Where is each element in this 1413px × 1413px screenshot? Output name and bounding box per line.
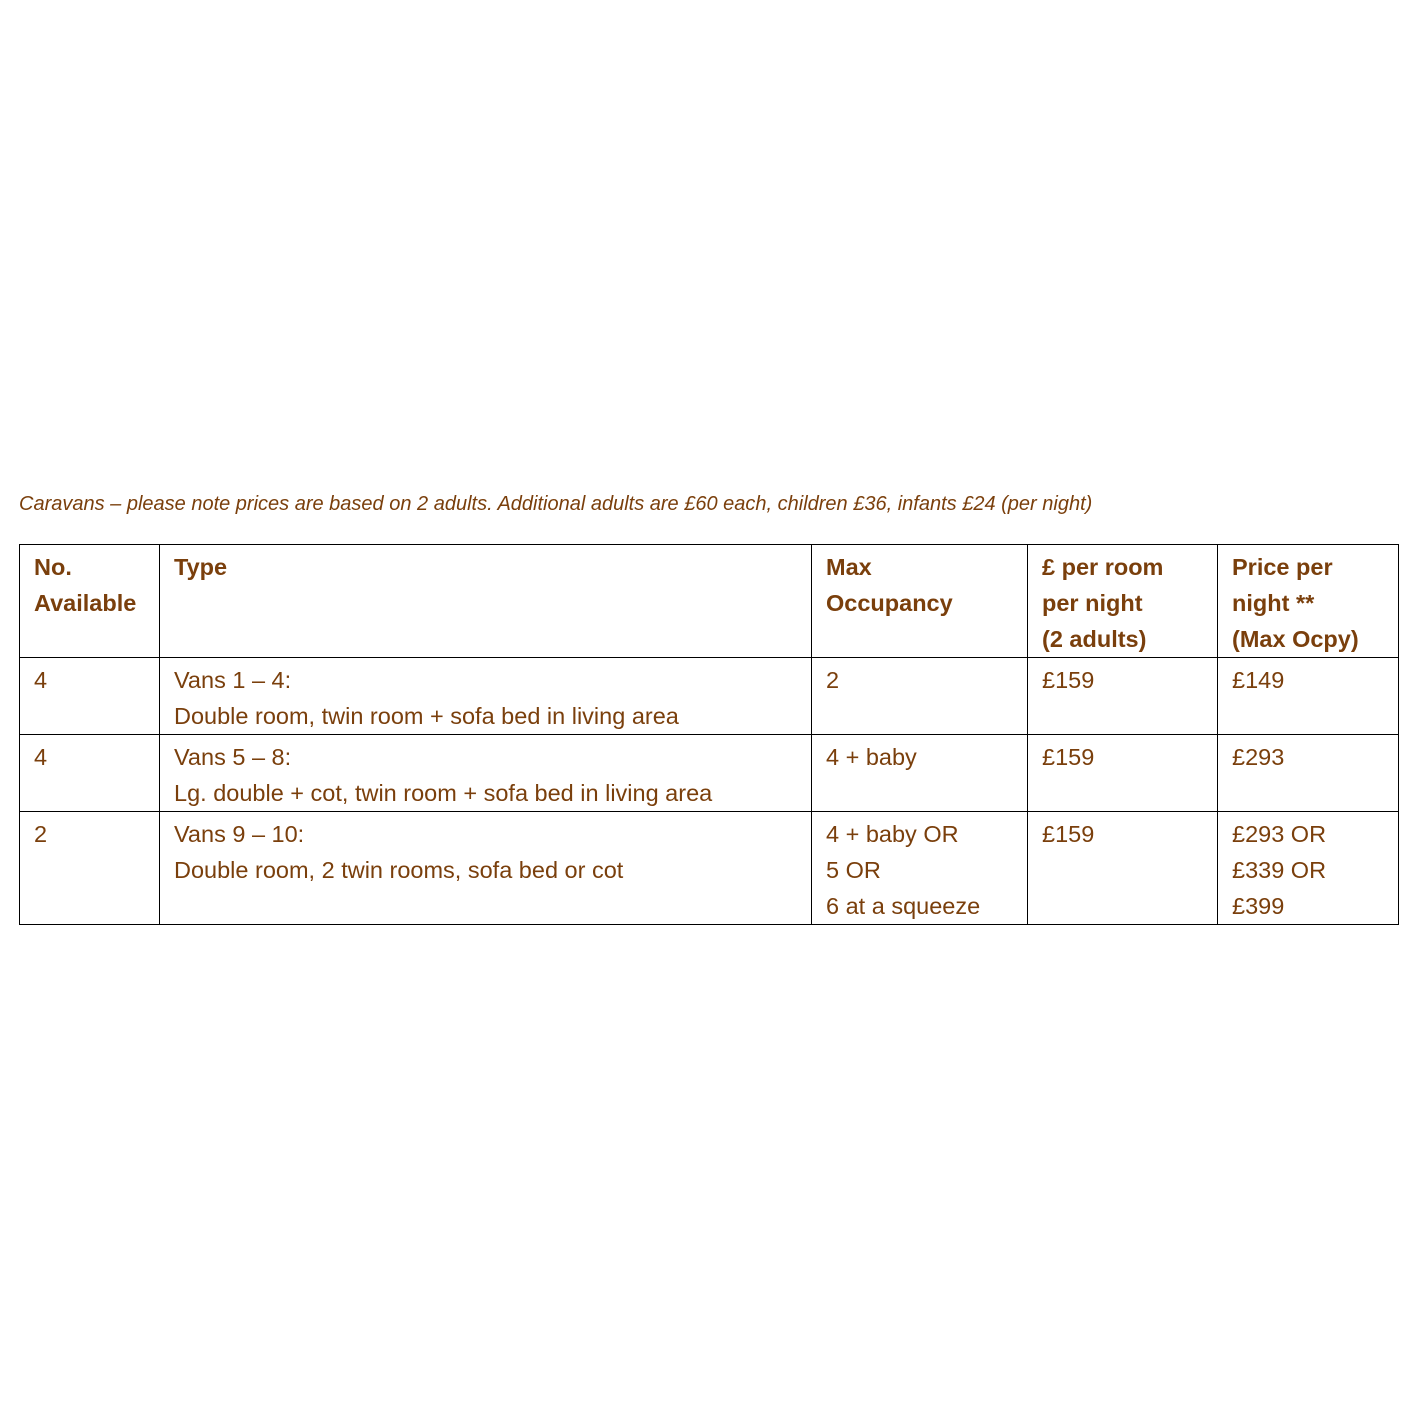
cell-text: Double room, 2 twin rooms, sofa bed or cot <box>174 857 624 883</box>
header-text: (2 adults) <box>1042 626 1147 652</box>
cell-type <box>160 658 812 735</box>
document <box>19 488 1398 925</box>
header-type <box>160 545 812 658</box>
header-text: Price per <box>1232 554 1333 580</box>
cell-text: £399 <box>1232 893 1285 919</box>
header-text: No. <box>34 554 72 580</box>
cell-text: £159 <box>1042 667 1095 693</box>
cell-text: 6 at a squeeze <box>826 893 981 919</box>
table-row <box>20 735 1399 812</box>
header-price-per-room <box>1028 545 1218 658</box>
cell-price-max <box>1218 735 1399 812</box>
cell-text: Vans 1 – 4: <box>174 667 292 693</box>
cell-text: £149 <box>1232 667 1285 693</box>
cell-text: Vans 5 – 8: <box>174 744 292 770</box>
cell-text: 4 <box>34 667 48 693</box>
cell-text: 2 <box>34 821 48 847</box>
cell-text: £293 OR <box>1232 821 1327 847</box>
cell-text: Double room, twin room + sofa bed in living area <box>174 703 679 729</box>
table-row <box>20 658 1399 735</box>
header-text: Type <box>174 554 228 580</box>
header-text: Occupancy <box>826 590 953 616</box>
table-row <box>20 812 1399 925</box>
cell-occupancy <box>812 735 1028 812</box>
cell-text: £159 <box>1042 744 1095 770</box>
cell-text: 4 <box>34 744 48 770</box>
header-text: (Max Ocpy) <box>1232 626 1359 652</box>
caravan-price-table <box>19 544 1399 925</box>
cell-text: £339 OR <box>1232 857 1327 883</box>
cell-available <box>20 812 160 925</box>
table-header-row <box>20 545 1399 658</box>
header-no-available <box>20 545 160 658</box>
cell-price-2-adults <box>1028 735 1218 812</box>
cell-price-2-adults <box>1028 812 1218 925</box>
cell-price-max <box>1218 658 1399 735</box>
header-text: £ per room <box>1042 554 1164 580</box>
cell-text: 2 <box>826 667 840 693</box>
cell-text: Lg. double + cot, twin room + sofa bed in living area <box>174 780 713 806</box>
cell-type <box>160 812 812 925</box>
header-text: per night <box>1042 590 1143 616</box>
cell-text: Vans 9 – 10: <box>174 821 305 847</box>
header-price-max-occupancy <box>1218 545 1399 658</box>
cell-available <box>20 735 160 812</box>
header-max-occupancy <box>812 545 1028 658</box>
header-text: Max <box>826 554 872 580</box>
cell-text: £159 <box>1042 821 1095 847</box>
pricing-note: Caravans – please note prices are based on 2 adults. Additional adults are £60 each, children £36, infants £24 (per night) <box>19 493 1093 515</box>
cell-type <box>160 735 812 812</box>
cell-text: 4 + baby <box>826 744 917 770</box>
header-text: Available <box>34 590 137 616</box>
header-text: night ** <box>1232 590 1315 616</box>
cell-text: 4 + baby OR <box>826 821 959 847</box>
cell-occupancy <box>812 812 1028 925</box>
cell-text: £293 <box>1232 744 1285 770</box>
cell-available <box>20 658 160 735</box>
cell-text: 5 OR <box>826 857 881 883</box>
cell-occupancy <box>812 658 1028 735</box>
cell-price-max <box>1218 812 1399 925</box>
cell-price-2-adults <box>1028 658 1218 735</box>
